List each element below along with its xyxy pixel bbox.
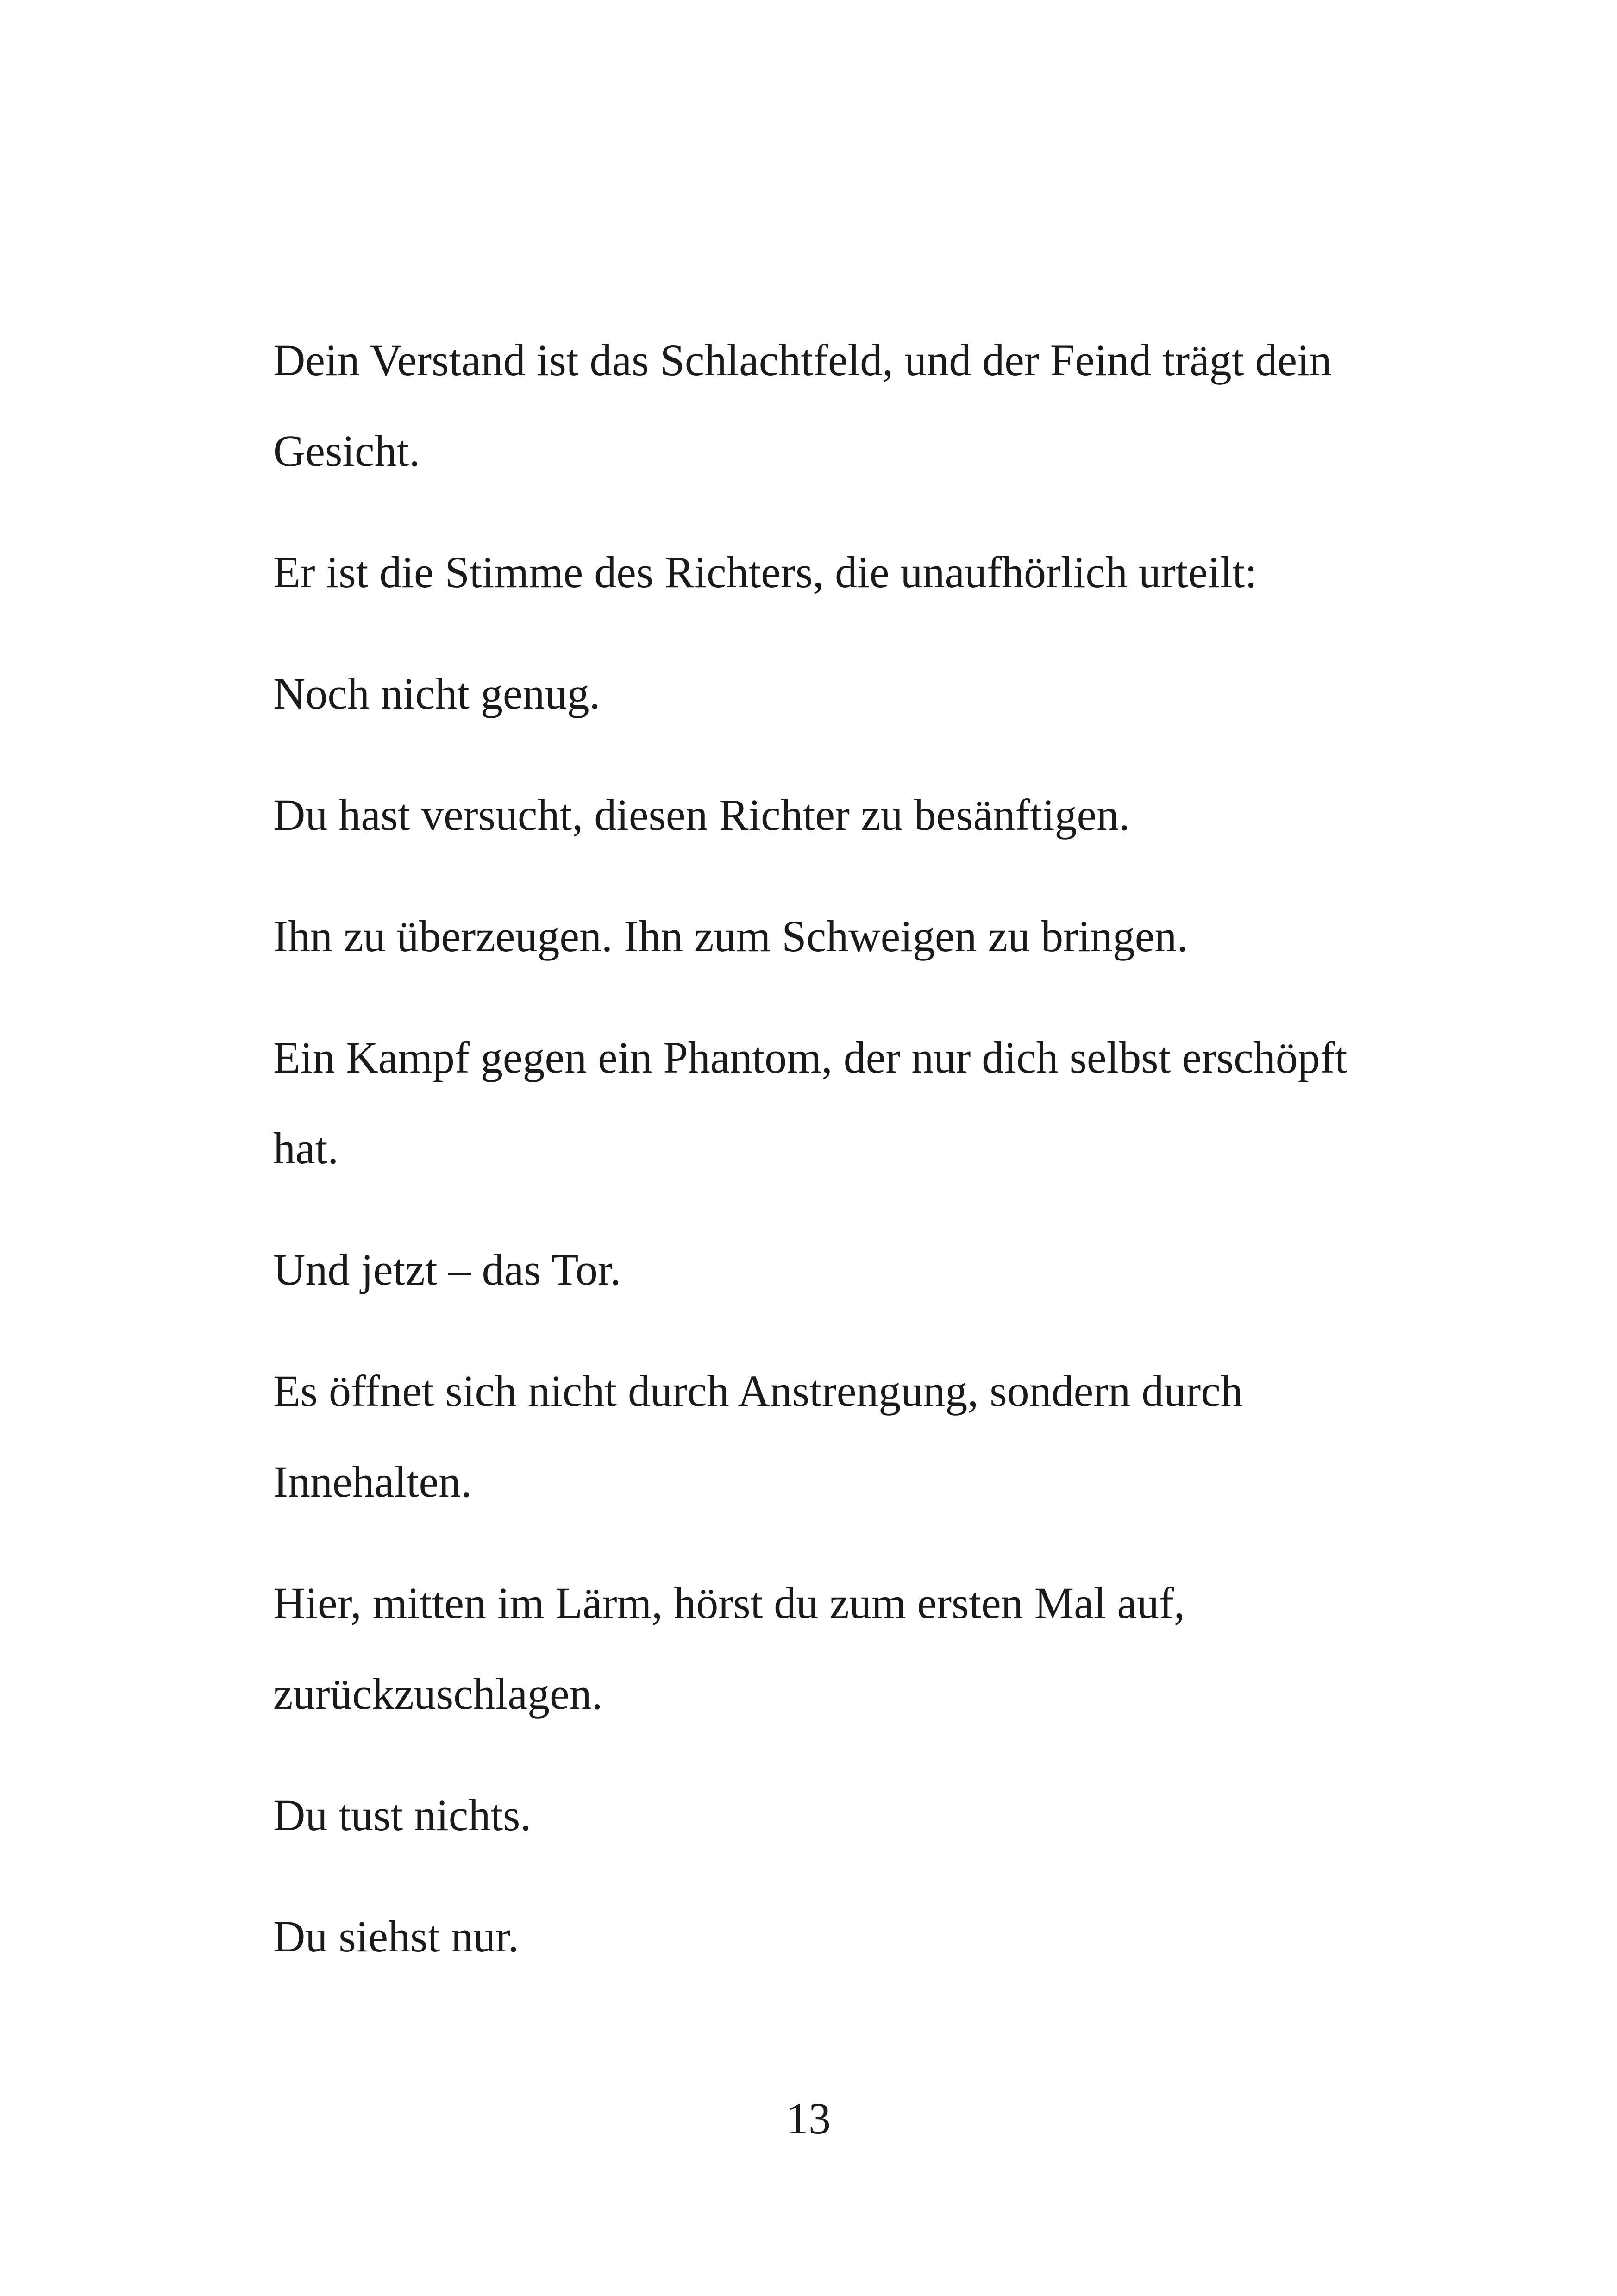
paragraph: Hier, mitten im Lärm, hörst du zum ersten Mal auf, zurückzuschlagen. [273, 1578, 1185, 1719]
paragraph: Ein Kampf gegen ein Phantom, der nur dich selbst erschöpft hat. [273, 1033, 1348, 1173]
paragraph: Es öffnet sich nicht durch Anstrengung, sondern durch Innehalten. [273, 1366, 1243, 1506]
paragraph: Du siehst nur. [273, 1912, 519, 1961]
paragraph: Ihn zu überzeugen. Ihn zum Schweigen zu bringen. [273, 911, 1188, 961]
body-text [273, 315, 1352, 2013]
paragraph: Dein Verstand ist das Schlachtfeld, und der Feind trägt dein Gesicht. [273, 335, 1332, 476]
paragraph: Und jetzt – das Tor. [273, 1245, 621, 1294]
paragraph: Noch nicht genug. [273, 669, 601, 718]
paragraph: Du tust nichts. [273, 1790, 532, 1840]
paragraph: Er ist die Stimme des Richters, die unaufhörlich urteilt: [273, 547, 1257, 597]
page-number: 13 [786, 2094, 831, 2143]
paragraph: Du hast versucht, diesen Richter zu besänftigen. [273, 790, 1130, 840]
